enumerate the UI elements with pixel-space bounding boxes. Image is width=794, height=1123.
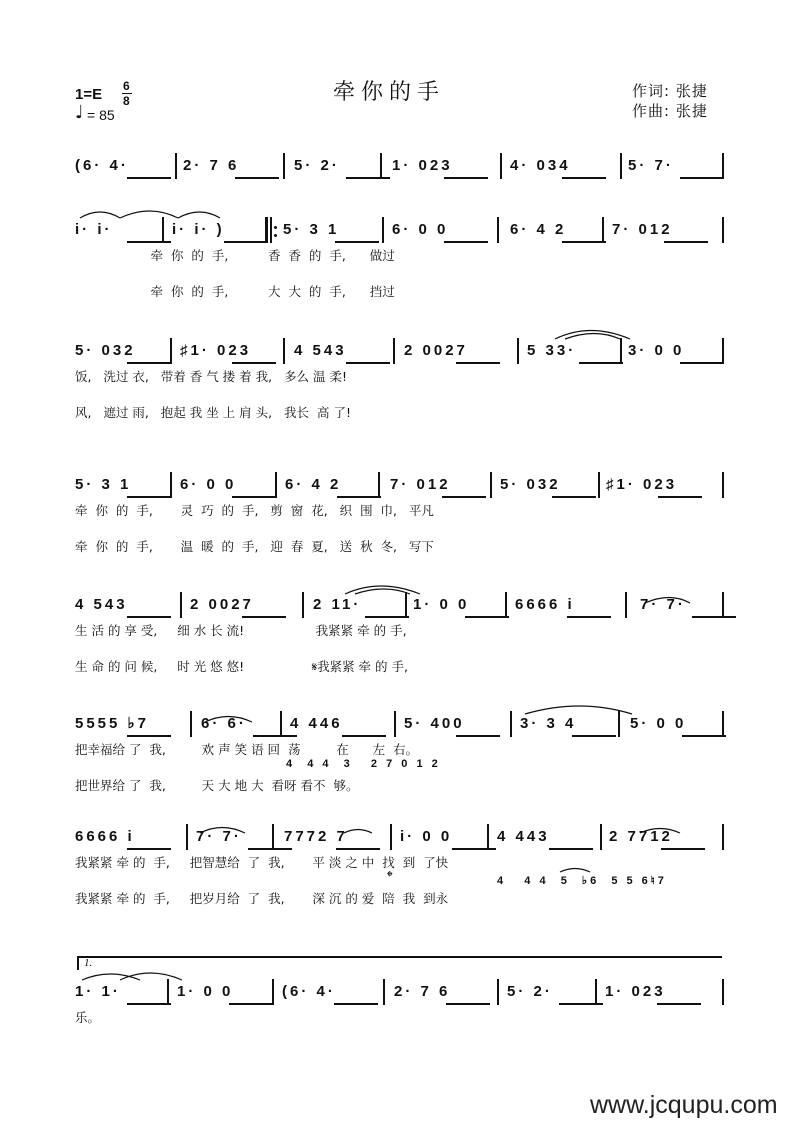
tie [565,334,620,340]
alt-notes-row7: 4 4 4 5 ♭6 5 5 6♮7 [497,875,667,887]
time-signature-top: 6 [123,79,130,93]
quarter-note-icon: ♩ [75,102,84,123]
measure-notes: (6· 4· [75,157,129,174]
measure-notes: 3· 3 4 [520,715,577,732]
measure-notes: 6· 4 2 [510,221,567,238]
lyric-line: 牵 你 的 手, 香 香 的 手, 做过 [75,248,395,263]
measure-notes: 1· 023 [392,157,453,174]
measure-notes: 5· 032 [500,476,561,493]
measure-notes: 7· 7· [640,596,686,613]
measure-notes: 2 7712 [609,828,673,845]
time-signature-bottom: 8 [123,94,130,108]
measure-notes: 6· 0 0 [180,476,237,493]
measure-notes: 5· 2· [294,157,340,174]
measure-notes: 1· 1· [75,983,121,1000]
measure-notes: 5555 ♭7 [75,715,149,732]
measure-notes: 4 446 [290,715,343,732]
measure-notes: 4 543 [75,596,128,613]
measure-notes: ♯1· 023 [180,342,252,359]
tie [345,586,420,594]
measure-notes: 5· 0 0 [630,715,687,732]
watermark: www.jcqupu.com [590,1091,778,1119]
measure-notes: (6· 4· [282,983,336,1000]
tie [525,706,632,714]
lyricist-credit: 作词: 张捷 [632,82,708,100]
measure-notes: 3· 0 0 [628,342,685,359]
measure-notes: 7772 7 [284,828,348,845]
lyric-line: 饭, 洗过 衣, 带着 香 气 搂 着 我, 多么 温 柔! [75,369,347,384]
composer-credit: 作曲: 张捷 [632,102,708,120]
tempo-marking: = 85 [87,107,115,123]
lyric-line: 我紧紧 牵 的 手, 把岁月给 了 我, 深 沉 的 爱 陪 我 到永 [75,891,449,906]
measure-notes: 2 0027 [190,596,254,613]
measure-notes: i· 0 0 [400,828,453,845]
measure-notes: 4 543 [294,342,347,359]
measure-notes: 2· 7 6 [394,983,451,1000]
lyric-line: 牵 你 的 手, 温 暖 的 手, 迎 春 夏, 送 秋 冬, 写下 [75,539,434,554]
measure-notes: 1· 0 0 [177,983,234,1000]
measure-notes: 4· 034 [510,157,571,174]
measure-notes: 7· 012 [612,221,673,238]
key-signature: 1=E [75,86,103,103]
tie [555,331,630,340]
song-title: 牵你的手 [333,80,446,105]
measure-notes: 5· 3 1 [75,476,132,493]
measure-notes: 6666 i [75,828,135,845]
measure-notes: i· i· ) [172,221,225,238]
tie [560,869,590,873]
tie [645,598,690,604]
measure-notes: ♯1· 023 [606,476,678,493]
tie [344,830,372,834]
measure-notes: 5 33· [527,342,577,359]
tie [205,717,252,723]
measure-notes: 6· 4 2 [285,476,342,493]
lyric-line: 生 命 的 问 候, 时 光 悠 悠! 𝄋我紧紧 牵 的 手, [75,659,408,674]
tie [80,212,120,218]
measure-notes: 5· 400 [404,715,465,732]
tie [178,212,220,218]
lyric-line: 把世界给 了 我, 天 大 地 大 看呀 看不 够。 [75,778,359,793]
measure-notes: 1· 023 [605,983,666,1000]
tie [120,211,178,218]
lyric-line: 我紧紧 牵 的 手, 把智慧给 了 我, 平 淡 之 中 找 到 了快 [75,855,449,870]
tie [355,589,410,594]
measure-notes: 7· 012 [390,476,451,493]
lyric-line: 牵 你 的 手, 大 大 的 手, 挡过 [75,284,395,299]
coda-icon: 𝄌 [387,867,393,886]
lyric-line: 生 活 的 享 受, 细 水 长 流! 我紧紧 牵 的 手, [75,623,407,638]
measure-notes: 2 0027 [404,342,468,359]
measure-notes: 5· 7· [628,157,674,174]
measure-notes: 5· 2· [507,983,553,1000]
lyric-line: 乐。 [75,1010,101,1025]
alt-notes-row6: 4 4 4 3 2 7 0 1 2 [286,758,441,770]
measure-notes: 2· 7 6 [183,157,240,174]
tie [82,974,140,980]
measure-notes: 4 443 [497,828,550,845]
lyric-line: 风, 遮过 雨, 抱起 我 坐 上 肩 头, 我长 高 了! [75,405,351,420]
lyric-line: 牵 你 的 手, 灵 巧 的 手, 剪 窗 花, 织 围 巾, 平凡 [75,503,434,518]
measure-notes: 5· 3 1 [283,221,340,238]
measure-notes: 6666 i [515,596,575,613]
measure-notes: 6· 0 0 [392,221,449,238]
tie [640,829,680,834]
measure-notes: 7· 7· [196,828,242,845]
measure-notes: 2 11· [313,596,362,613]
tie [120,973,182,980]
lyric-line: 把幸福给 了 我, 欢 声 笑 语 回 荡 在 左 右。 [75,742,419,757]
measure-notes: 5· 032 [75,342,136,359]
volta-number: 1. [84,957,93,969]
measure-notes: 6· 6· [201,715,247,732]
measure-notes: i· i· [75,221,113,238]
measure-notes: 1· 0 0 [413,596,470,613]
tie [200,828,245,834]
